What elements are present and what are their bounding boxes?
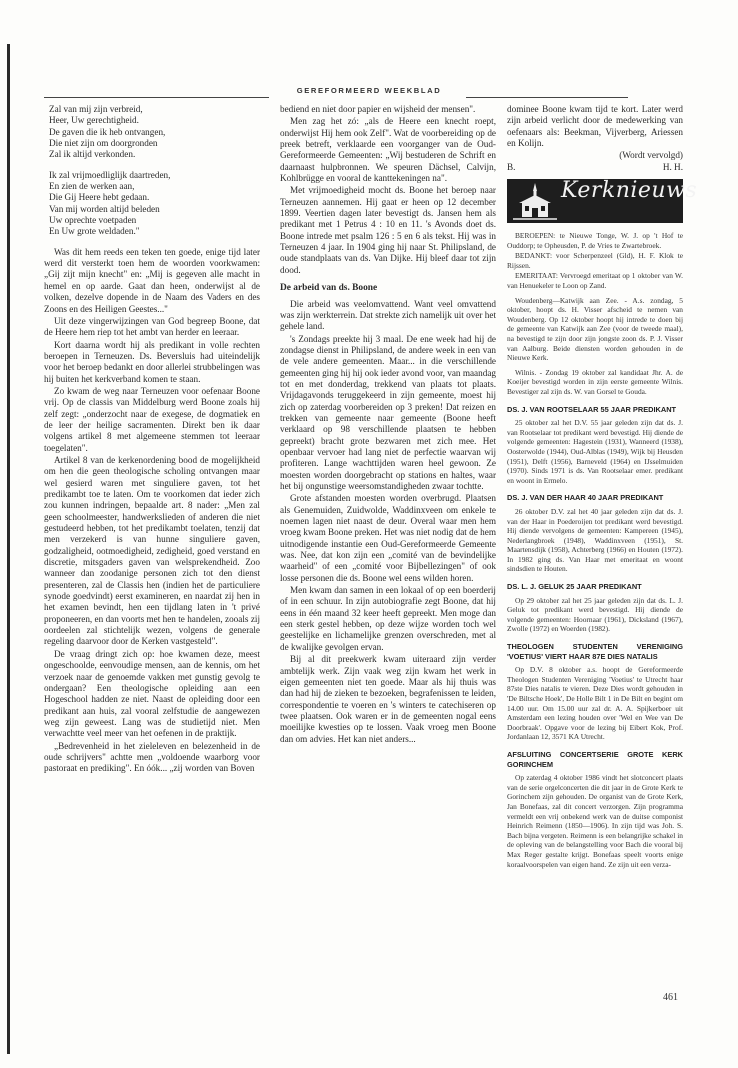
poem-line: En zien de werken aan, bbox=[49, 181, 135, 192]
paragraph: Artikel 8 van de kerkenordening bood de mogelijkheid om hen die geen theologische scholing ontvangen maar wel gesierd waren met singuliere gaven, tot het predikambt toe te laten. Om te voorkomen dat ieder zich zou kunnen indringen, bepaalde art. 8 nader: „Men zal geen schoolmeester, handwerkslieden of anderen die niet gestudeerd hebben, tot het predikambt toelaten, tenzij dat men verzekerd is van hunne singuliere gaven, godzaligheid, ootmoedigheid, zedigheid, goed verstand en discretie, mitsgaders gaven van welsprekendheid. Zoo wanneer dan zoodanige personen zich tot den dienst presenteren, zal de Classis hen (indien het de particuliere synode goedvindt) eerst examineren, en naardat zij hen in het examen bevindt, hen een tijdlang laten in 't privé proponeeren, en dan voorts met hen te handelen, zooals zij oordeelen zal stichtelijk wezen, volgens de generale regeling daarvoor door de Kerken vastgesteld". bbox=[44, 454, 260, 647]
notice-heading: DS. J. VAN DER HAAR 40 JAAR PREDIKANT bbox=[507, 493, 664, 503]
poem-line: Zal van mij zijn verbreid, bbox=[49, 104, 143, 114]
poem-line: Heer, Uw gerechtigheid. bbox=[49, 115, 139, 126]
signature-initial: B. bbox=[507, 161, 516, 172]
header-rule-right bbox=[466, 97, 628, 98]
paragraph: Uit deze vingerwijzingen van God begreep Boone, dat de Heere hem riep tot het ambt van herder en leeraar. bbox=[44, 315, 260, 338]
poem-line: Van mij worden altijd beleden bbox=[49, 203, 160, 214]
paragraph: Was dit hem reeds een teken ten goede, enige tijd later werd dit versterkt toen hem de woorden voorkwamen: „Gij zijt mijn knecht" en: „Mij is gegeven alle macht in hemel en op aarde. Gaat dan heen, onderwijst al de volken, dezelve dopende in de Naam des Vaders en des Zoons en des Heiligen Geestes..." bbox=[44, 246, 260, 314]
running-title: GEREFORMEERD WEEKBLAD bbox=[296, 86, 442, 95]
section-heading: De arbeid van ds. Boone bbox=[280, 283, 378, 294]
news-item: EMERITAAT: Vervroegd emeritaat op 1 oktober van W. van Henuekeler te Loon op Zand. bbox=[507, 271, 683, 291]
poem-line: En Uw grote weldaden." bbox=[49, 226, 140, 237]
news-item: BEROEPEN: te Nieuwe Tonge, W. J. op 't Hof te Ouddorp; te Opheusden, P. de Vries te Zwartebroek. bbox=[507, 231, 683, 250]
binding-edge bbox=[7, 44, 10, 1054]
news-item: Woudenberg—Katwijk aan Zee. - A.s. zondag, 5 oktober, hoopt ds. H. Visser afscheid te nemen van Woudenberg. Op 12 oktober hoopt hij intrede te doen bij de gemeente van Katwijk aan Zee (voor de tweede maal), na bevestigd te zijn door zijn jongste zoon ds. P. J. Visser van Aalburg. Beide diensten worden gehouden in de Nieuwe Kerk. bbox=[507, 295, 683, 363]
notice-text: Op zaterdag 4 oktober 1986 vindt het slotconcert plaats van de serie orgelconcerten die dit jaar in de Grote Kerk te Gorinchem zijn gehouden. De organist van de Grote Kerk, Jan Bonefaas, zal dit concert verzorgen. Zijn programma vermeldt een vrij onbekend werk van de duitse componist Heinrich Reimenn (1850—1906). In zijn tijd was Joh. S. Bach bijna vergeten. Reimenn is een belangrijke schakel in de opleving van de belangstelling voor Bach die vooral bij Max Reger gestalte krijgt. Bonefaas speelt voorts enige koraalvoorspelen van eigen hand. Ze zijn uit een verza- bbox=[507, 773, 683, 869]
notice-text: Op D.V. 8 oktober a.s. hoopt de Gereformeerde Theologen Studenten Vereniging 'Voetius' te Utrecht haar 87ste Dies natalis te vieren. Deze Dies wordt gehouden in 'De Biltsche Hoek', De Holle Bilt 1 in De Bilt en begint om 14.00 uur. Om 15.00 uur zal dr. A. A. Spijkerboer uit Amsterdam een lezing houden over 'Wel en Wee van De Doorbraak'. Opgave voor de lezing bij Eibert Kok, Prof. Jordanlaan 12, 3571 KA Utrecht. bbox=[507, 665, 683, 742]
poem-stanza-1 bbox=[49, 104, 260, 161]
column-2 bbox=[280, 104, 496, 746]
paragraph: Zo kwam de weg naar Terneuzen voor oefenaar Boone vrij. Op de classis van Middelburg werd Boone zoals hij zelf zegt: „onderzocht naar de exegese, de dogmatiek en de leer der heilige sacramenten. Direkt ben ik daar volgens artikel 8 met algemeene stemmen tot leeraar toegelaten". bbox=[44, 385, 260, 453]
paragraph: 's Zondags preekte hij 3 maal. De ene week had hij de zondagse dienst in Philipsland, de andere week in een van de vele andere gemeenten. Maar... in die verschillende gemeenten ging hij hij ook ieder avond voor, van maandag tot en met donderdag, trekkend van plaats tot plaats. Vrijdagavonds teruggekeerd in zijn gemeente, moest hij zich op zaterdag voorbereiden op 3 preken! Dat reizen en trekken van gemeente naar gemeente (Boone heeft verklaard op 98 verschillende plaatsen te hebben gepreekt) bracht grote bezwaren met zich mee. Het openbaar vervoer had lang niet de perfectie waarvan wij profiteren. Lange wachttijden waren heel gewoon. Ze moesten worden doorgebracht op stations en haltes, waar het bij ongunstige weersomstandigheden zwaar tochtte. bbox=[280, 333, 496, 491]
notice-text: 25 oktober zal het D.V. 55 jaar geleden zijn dat ds. J. van Rootselaar tot predikant werd bevestigd. Hij diende de volgende gemeenten: Hagestein (1931), Wanneerd (1938), Oosterwolde (1944), Oud-Alblas (1949), Wijk bij Heusden (1951), Delft (1956), Barneveld (1964) en IJsselmuiden (1970). Sinds 1971 is ds. Van Rootselaar emer. predikant en woont in Ermelo. bbox=[507, 418, 683, 485]
paragraph: Kort daarna wordt hij als predikant in volle rechten beroepen in Terneuzen. Ds. Beversluis had uiteindelijk voor het beroep bedankt en door allerlei strubbelingen was hij buiten het kerkverband komen te staan. bbox=[44, 339, 260, 384]
signature-author: H. H. bbox=[662, 161, 683, 172]
paragraph: bediend en niet door papier en wijsheid der mensen". bbox=[280, 104, 476, 114]
church-news bbox=[507, 231, 683, 869]
column-3 bbox=[507, 104, 698, 870]
notice-heading: DS. J. VAN ROOTSELAAR 55 JAAR PREDIKANT bbox=[507, 404, 677, 414]
to-be-continued: (Wordt vervolgd) bbox=[619, 150, 683, 161]
paragraph: dominee Boone kwam tijd te kort. Later werd zijn arbeid verlicht door de medewerking van oefenaars als: Beekman, Vijverberg, Ariessen en Kolijn. bbox=[507, 104, 683, 149]
church-icon bbox=[511, 181, 559, 221]
notice-text: Op 29 oktober zal het 25 jaar geleden zijn dat ds. L. J. Geluk tot predikant werd bevestigd. Hij diende de volgende gemeenten: Hoornaar (1961), Dicksland (1967), Zwolle (1972) en Woerden (1982). bbox=[507, 595, 683, 634]
notice-heading: AFSLUITING CONCERTSERIE GROTE KERK GORINCHEM bbox=[507, 749, 683, 769]
notice-text: 26 oktober D.V. zal het 40 jaar geleden zijn dat ds. J. van der Haar in Poederoijen tot predikant werd bevestigd. Hij diende vervolgens de gemeenten: Kampereen (1945), Nederlangbroek (1948), Waddinxveen (1951), St. Maartensdijk (1958), Achterberg (1966) en Houten (1972). In 1982 ging ds. Van Haar met emeritaat en woont sindsdien te Houten. bbox=[507, 506, 683, 574]
header-rule-left bbox=[44, 97, 269, 98]
paragraph: Die arbeid was veelomvattend. Want veel omvattend was zijn werkterrein. Dat strekte zich namelijk uit over het gehele land. bbox=[280, 298, 496, 332]
poem bbox=[49, 104, 260, 238]
paragraph: Grote afstanden moesten worden overbrugd. Plaatsen als Genemuiden, Zuidwolde, Waddinxveen om enkele te noemen lagen niet naast de deur. Overal waar men hem vroeg kwam Boone preken. Het was niet nodig dat de hem uitnodigende instantie een Oud-Gereformeerde Gemeente was. Nee, dat kon zijn een „comité van de bevindelijke waarheid" of een „comité voor Bijbellezingen" of ook losse personen die ds. Boone wel eens wilden horen. bbox=[280, 493, 496, 583]
poem-line: Ik zal vrijmoedliglijk daartreden, bbox=[49, 169, 171, 180]
paragraph: Men zag het zó: „als de Heere een knecht roept, onderwijst Hij hem ook Zelf". Wat de voorbereiding op de preek betreft, verklaarde een voorganger van de Oud-Gereformeerde Gemeenten: „Wij bestuderen de Schrift en daarnaast hulpbronnen. We speuren Dächsel, Calvijn, Kohlbrügge en vooral de kanttekeningen na". bbox=[280, 116, 496, 184]
poem-stanza-2 bbox=[49, 170, 260, 238]
news-item: BEDANKT: voor Scherpenzeel (Gld), H. F. Klok te Rijssen. bbox=[507, 251, 683, 270]
poem-line: De gaven die ik heb ontvangen, bbox=[49, 126, 166, 137]
paragraph: Met vrijmoedigheid mocht ds. Boone het beroep naar Terneuzen aannemen. Hij gaat er heen op 12 december 1899. Veertien dagen later bevestigt ds. Jansen hem als predikant met 1 Petrus 4 : 10 en 11. 's Avonds doet ds. Boone intrede met psalm 126 : 5 en 6 als tekst. Hij was in Terneuzen 4 jaar. In 1904 ging hij naar St. Philipsland, de oude standplaats van ds. Van Dijke. Hij bleef daar tot zijn dood. bbox=[280, 185, 496, 275]
news-item: Wilnis. - Zondag 19 oktober zal kandidaat Jhr. A. de Koeijer bevestigd worden in zijn eerste gemeente Wilnis. Bevestiger zal zijn ds. W. van Gorsel te Gouda. bbox=[507, 367, 683, 396]
notice-heading: THEOLOGEN STUDENTEN VERENIGING 'VOETIUS' VIERT HAAR 87E DIES NATALIS bbox=[507, 642, 683, 661]
poem-line: Die Gij Heere hebt gedaan. bbox=[49, 192, 150, 203]
paragraph: Men kwam dan samen in een lokaal of op een boerderij of in een schuur. In zijn autobiografie zegt Boone, dat hij eens in één maand 32 keer heeft gepreekt. Men moge dan een sterk gestel hebben, op deze wijze worden toch wel geestelijke en lichamelijke grenzen overschreden, met al de kwalijke gevolgen ervan. bbox=[280, 585, 496, 652]
paragraph: De vraag dringt zich op: hoe kwamen deze, meest ongeschoolde, eenvoudige mensen, aan de kennis, om het verzoek naar de genoemde vakken met gunstig gevolg te ondergaan? Een theologische opleiding aan een Hogeschool hadden ze niet. Naast de opleiding door een predikant aan huis, zal vooral zelfstudie de aangewezen weg zijn geweest. Lang was de studietijd niet. Men verwachtte veel meer van het oefenen in de praktijk. bbox=[44, 648, 260, 739]
paragraph: Bij al dit preekwerk kwam uiteraard zijn verder ambtelijk werk. Zijn vaak weg zijn kwam het werk in eigen gemeenten niet ten goede. Maar als hij thuis was dan had hij de zieken te bezoeken, begrafenissen te leiden, correspondentie te voeren en 's winters te catechiseren op twee plaatsen. Ook waren er in de gemeenten nogal eens moeilijke kwesties op te lossen. Vaak vroeg men Boone dan om advies. Het kan niet anders... bbox=[280, 654, 496, 744]
banner-title: Kerknieuws bbox=[561, 178, 698, 204]
poem-line: Uw oprechte voetpaden bbox=[49, 215, 137, 226]
page-number: 461 bbox=[663, 992, 678, 1003]
column-1 bbox=[44, 104, 260, 776]
poem-line: Zal ik altijd verkonden. bbox=[49, 149, 136, 160]
notice-heading: DS. L. J. GELUK 25 JAAR PREDIKANT bbox=[507, 582, 642, 592]
poem-line: Die niet zijn om doorgronden bbox=[49, 138, 158, 149]
paragraph: „Bedrevenheid in het zieleleven en belezenheid in de oude schrijvers" achtte men „voldoende waarborg voor pastoraat en prediking". En óók... „zij worden van Boven bbox=[44, 740, 260, 774]
signature-row bbox=[507, 162, 683, 173]
kerknieuws-banner bbox=[507, 178, 698, 223]
